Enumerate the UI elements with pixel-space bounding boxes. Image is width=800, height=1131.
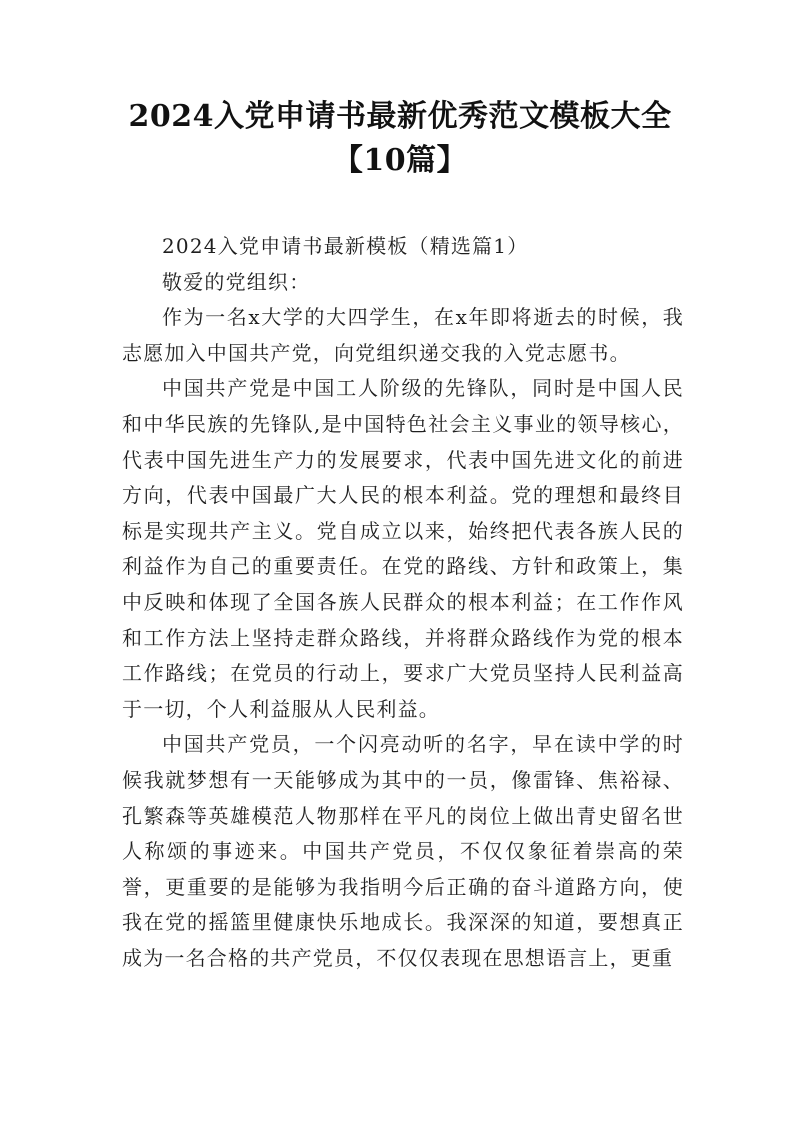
paragraph-2: 中国共产党是中国工人阶级的先锋队，同时是中国人民和中华民族的先锋队,是中国特色社会主义事业的领导核心，代表中国先进生产力的发展要求，代表中国先进文化的前进方向，代表中国最广大人民的根本利益。党的理想和最终目标是实现共产主义。党自成立以来，始终把代表各族人民的利益作为自己的重要责任。在党的路线、方针和政策上，集中反映和体现了全国各族人民群众的根本利益；在工作作风和工作方法上坚持走群众路线，并将群众路线作为党的根本工作路线；在党员的行动上，要求广大党员坚持人民利益高于一切，个人利益服从人民利益。 — [122, 376, 684, 721]
document-title: 2024入党申请书最新优秀范文模板大全【10篇】 — [128, 99, 672, 178]
salutation: 敬爱的党组织： — [162, 269, 311, 294]
section-subheading: 2024入党申请书最新模板（精选篇1） — [162, 234, 529, 258]
paragraph-1: 作为一名x大学的大四学生，在x年即将逝去的时候，我志愿加入中国共产党，向党组织递交我的入党志愿书。 — [122, 305, 684, 365]
paragraph-3: 中国共产党员，一个闪亮动听的名字，早在读中学的时候我就梦想有一天能够成为其中的一员，像雷锋、焦裕禄、孔繁森等英雄模范人物那样在平凡的岗位上做出青史留名世人称颂的事迹来。中国共产党员，不仅仅象征着崇高的荣誉，更重要的是能够为我指明今后正确的奋斗道路方向，使我在党的摇篮里健康快乐地成长。我深深的知道，要想真正成为一名合格的共产党员，不仅仅表现在思想语言上，更重 — [122, 732, 684, 970]
document-body — [122, 229, 684, 976]
